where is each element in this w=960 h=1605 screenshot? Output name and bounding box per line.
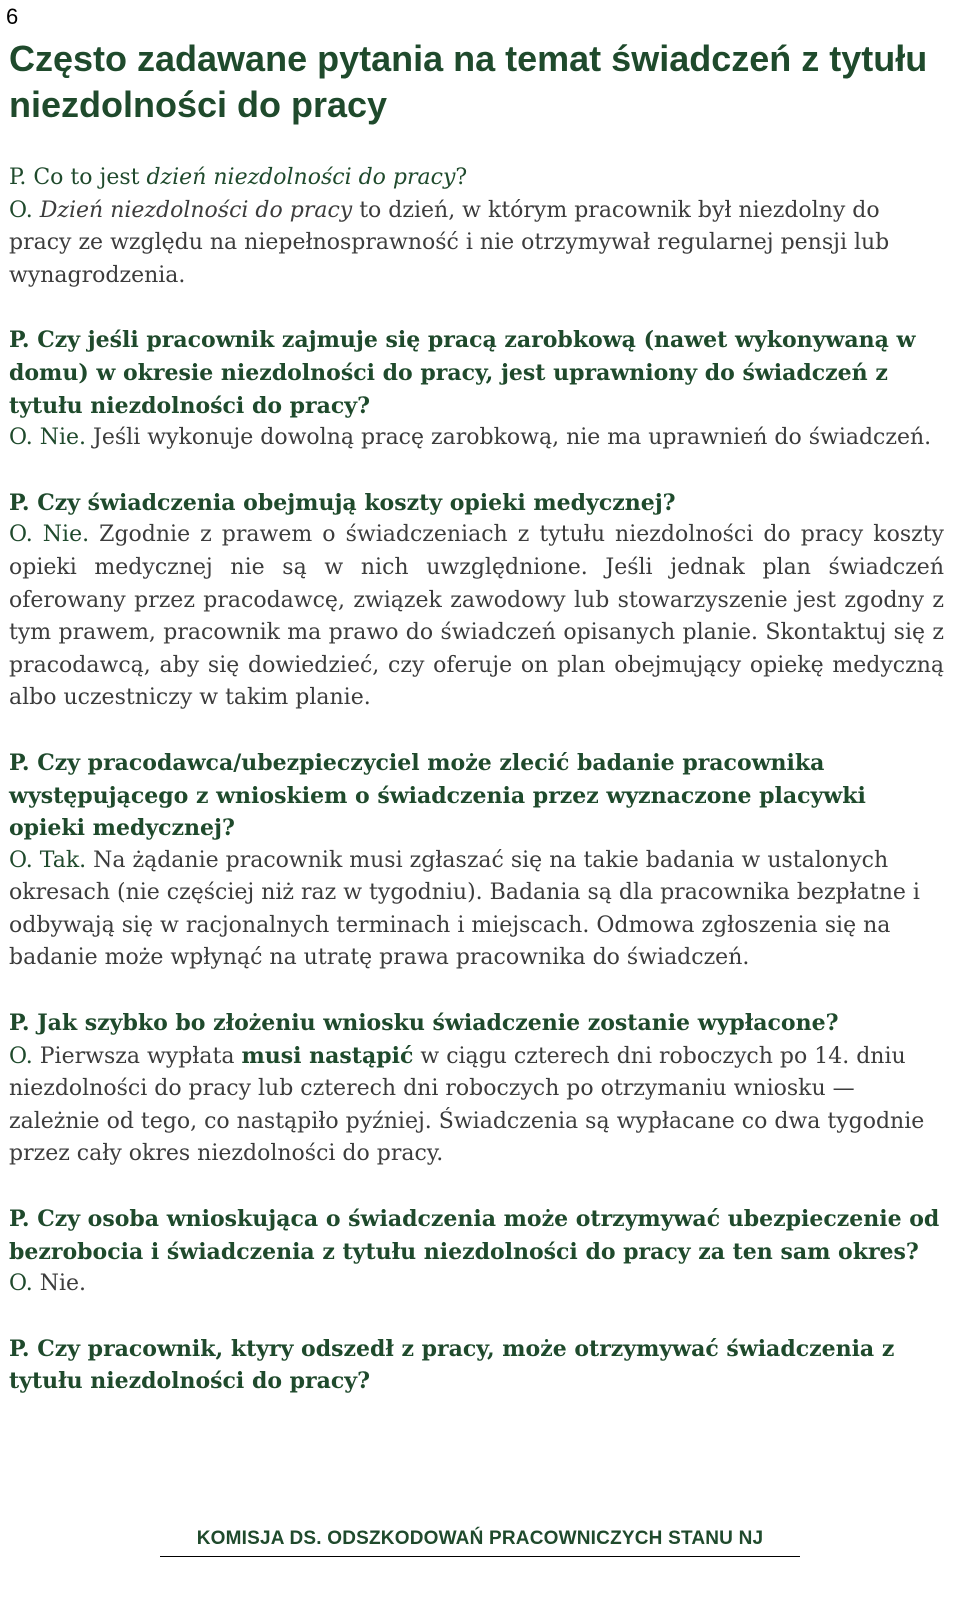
answer-text: Pierwsza wypłata xyxy=(39,1043,242,1069)
answer-prefix: O. xyxy=(9,1271,33,1297)
question-text: Czy świadczenia obejmują koszty opieki medycznej? xyxy=(37,489,676,516)
answer-prefix: O. Tak. xyxy=(9,847,87,873)
question-text: Czy pracodawca/ubezpieczyciel może zlecić badanie pracownika występującego z wnioskiem o świadczenia przez wyznaczone placywki opieki medycznej? xyxy=(9,749,866,842)
question-text: Co to jest xyxy=(33,165,147,190)
question-prefix: P. xyxy=(9,749,30,776)
question-term: dzień niezdolności do pracy xyxy=(146,165,456,190)
answer-emphasis: musi nastąpić xyxy=(241,1042,414,1069)
question-prefix: P. xyxy=(9,327,30,354)
answer-term: Dzień niezdolności do pracy xyxy=(39,197,353,223)
faq-question xyxy=(9,1333,944,1398)
faq-item xyxy=(9,162,944,292)
faq-question xyxy=(9,487,944,520)
answer-prefix: O. Nie. xyxy=(9,522,90,548)
answer-prefix: O. xyxy=(9,197,33,223)
footer-agency-name: KOMISJA DS. ODSZKODOWAŃ PRACOWNICZYCH STANU NJ xyxy=(196,1528,764,1549)
faq-item xyxy=(9,747,944,975)
answer-prefix: O. xyxy=(9,1043,33,1069)
answer-text: Jeśli wykonuje dowolną pracę zarobkową, nie ma uprawnień do świadczeń. xyxy=(93,425,932,451)
answer-text: Nie. xyxy=(39,1271,87,1297)
faq-item xyxy=(9,1007,944,1171)
faq-item xyxy=(9,1333,944,1398)
question-prefix: P. xyxy=(9,1010,30,1037)
faq-answer xyxy=(9,1268,944,1301)
faq-answer xyxy=(9,845,944,975)
question-prefix: P. xyxy=(9,489,30,516)
page-title: Często zadawane pytania na temat świadczeń z tytułu niezdolności do pracy xyxy=(9,38,928,125)
question-prefix: P. xyxy=(9,1206,30,1233)
faq-item xyxy=(9,487,944,715)
faq-question xyxy=(9,1007,944,1040)
question-text: Czy osoba wnioskująca o świadczenia może otrzymywać ubezpieczenie od bezrobocia i świadczenia z tytułu niezdolności do pracy za ten sam okres? xyxy=(9,1206,940,1265)
faq-answer xyxy=(9,422,944,455)
answer-text: to dzień, w którym pracownik był niezdolny do pracy ze względu na niepełnosprawność i nie otrzymywał regularnej pensji lub wynagrodzenia. xyxy=(9,197,890,288)
faq-answer xyxy=(9,195,944,293)
faq-question xyxy=(9,324,944,422)
answer-text: Zgodnie z prawem o świadczeniach z tytułu niezdolności do pracy koszty opieki medycznej nie są w nich uwzględnione. Jeśli jednak plan świadczeń oferowany przez pracodawcę, związek zawodowy lub stowarzyszenie jest zgodny z tym prawem, pracownik ma prawo do świadczeń opisanych planie. Skontaktuj się z pracodawcą, aby się dowiedzieć, czy oferuje on plan obejmujący opiekę medyczną albo uczestniczy w takim planie. xyxy=(9,522,944,711)
faq-question xyxy=(9,747,944,845)
answer-text-continued: w ciągu czterech dni roboczych po 14. dniu niezdolności do pracy lub czterech dni roboczych po otrzymaniu wniosku — zależnie od tego, co nastąpiło pyźniej. Świadczenia są wypłacane co dwa tygodnie przez cały okres niezdolności do pracy. xyxy=(9,1043,925,1167)
question-text: Czy pracownik, ktyry odszedł z pracy, może otrzymywać świadczenia z tytułu niezdolności do pracy? xyxy=(9,1335,895,1395)
answer-text: Na żądanie pracownik musi zgłaszać się na takie badania w ustalonych okresach (nie częściej niż raz w tygodniu). Badania są dla pracownika bezpłatne i odbywają się w racjonalnych terminach i miejscach. Odmowa zgłoszenia się na badanie może wpłynąć na utratę prawa pracownika do świadczeń. xyxy=(9,847,920,971)
faq-question xyxy=(9,1203,944,1268)
faq-content xyxy=(9,162,944,1430)
answer-prefix: O. Nie. xyxy=(9,425,87,451)
faq-answer xyxy=(9,519,944,715)
faq-answer xyxy=(9,1040,944,1171)
question-text: Jak szybko bo złożeniu wniosku świadczenie zostanie wypłacone? xyxy=(37,1010,839,1037)
page-number: 6 xyxy=(6,4,19,29)
footer-divider xyxy=(160,1556,800,1557)
faq-question xyxy=(9,162,944,195)
question-text: Czy jeśli pracownik zajmuje się pracą zarobkową (nawet wykonywaną w domu) w okresie niezdolności do pracy, jest uprawniony do świadczeń z tytułu niezdolności do pracy? xyxy=(9,327,916,419)
question-prefix: P. xyxy=(9,1335,30,1362)
question-prefix: P. xyxy=(9,165,27,190)
question-mark: ? xyxy=(455,165,468,190)
faq-item xyxy=(9,324,944,454)
faq-item xyxy=(9,1203,944,1301)
